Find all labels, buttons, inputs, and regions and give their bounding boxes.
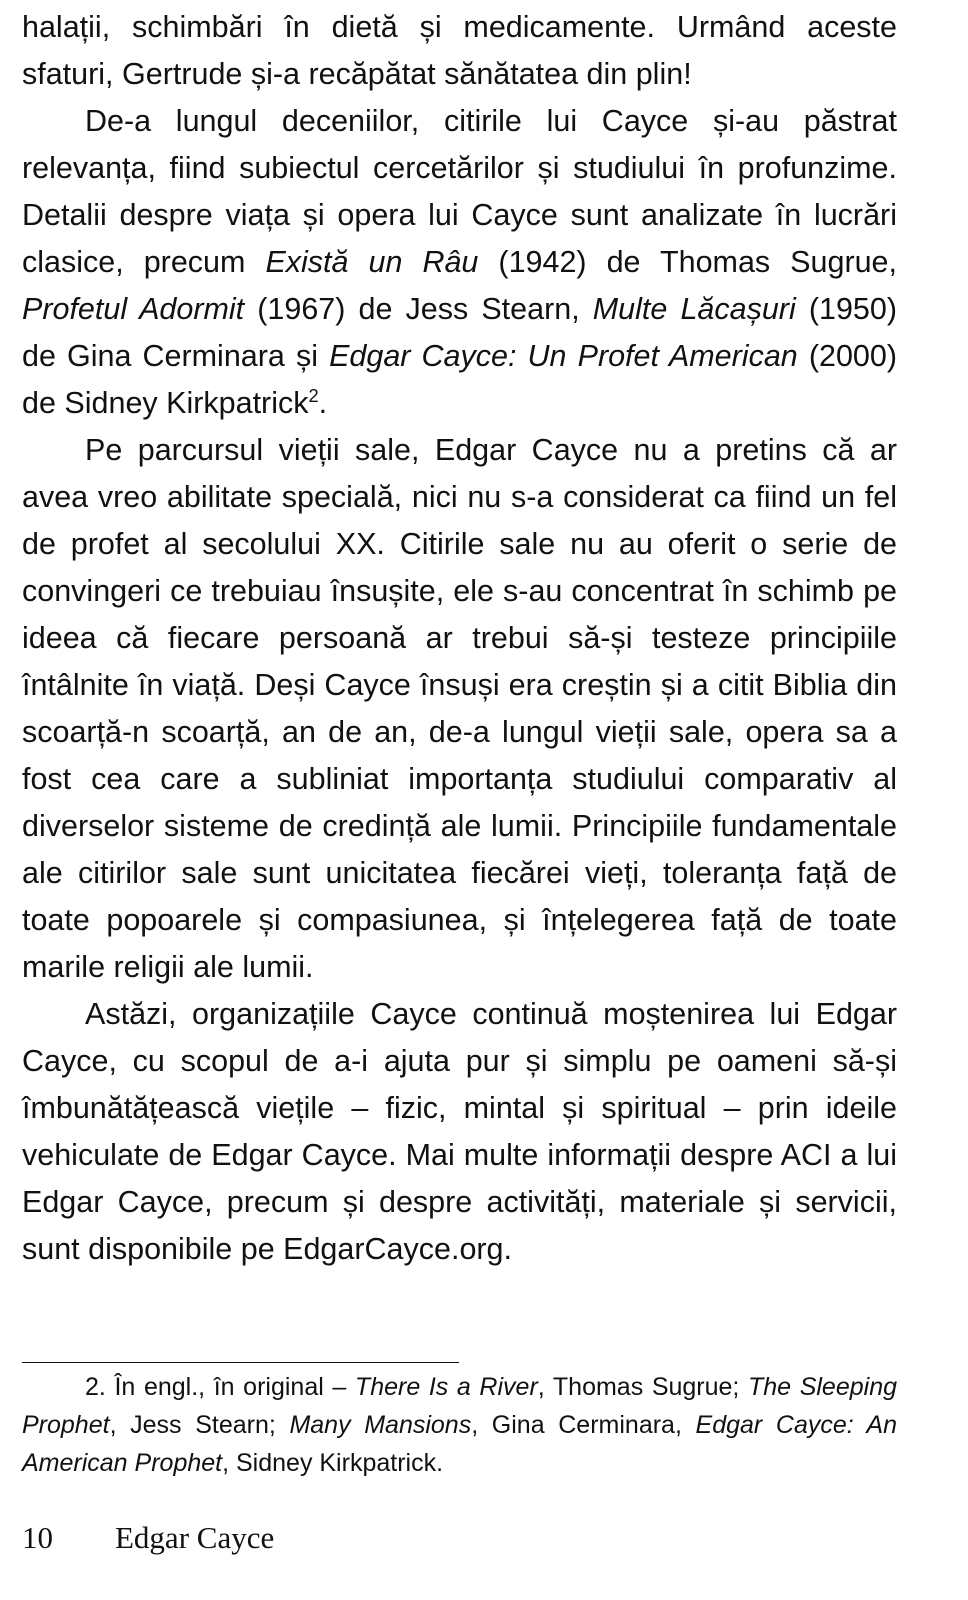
page-content: [22, 0, 897, 1273]
text-run: (1950) de Gina Cerminara și: [22, 292, 897, 373]
text-run: De-a lungul deceniilor, citirile lui Cayce și-au păstrat relevanța, fiind subiectul cercetărilor și studiului în profunzime. Detalii despre viața și opera lui Cayce sunt analizate în lucrări clasice, precum: [22, 104, 897, 279]
text-run: .: [318, 386, 328, 420]
page-footer: [22, 1514, 274, 1562]
footnote: [22, 1368, 897, 1482]
text-run: , Thomas Sugrue;: [537, 1373, 748, 1401]
text-run: (2000) de Sidney Kirkpatrick: [22, 339, 897, 420]
text-run: , Jess Stearn;: [109, 1411, 290, 1439]
paragraph-continuation: halații, schimbări în dietă și medicamente. Urmând aceste sfaturi, Gertrude și-a recăpătat sănătatea din plin!: [22, 10, 897, 91]
book-title: The Sleeping Prophet: [22, 1373, 897, 1439]
paragraph-life: Pe parcursul vieții sale, Edgar Cayce nu a pretins că ar avea vreo abilitate specială, nici nu s-a considerat ca fiind un fel de profet al secolului XX. Citirile sale nu au oferit o serie de convingeri ce trebuiau însușite, ele s-au concentrat în schimb pe ideea că fiecare persoană ar trebui să-și testeze principiile întâlnite în viață. Deși Cayce însuși era creștin și a citit Biblia din scoarță-n scoarță, an de an, de-a lungul vieții sale, opera sa a fost cea care a subliniat importanța studiului comparativ al diverselor sisteme de credință ale lumii. Principiile fundamentale ale citirilor sale sunt unicitatea fiecărei vieți, toleranța față de toate popoarele și compasiunea, și înțelegerea față de toate marile religii ale lumii.: [22, 433, 897, 984]
footnote-divider: [22, 1362, 459, 1363]
text-run: , Sidney Kirkpatrick.: [222, 1449, 444, 1477]
text-run: În engl., în original –: [105, 1373, 355, 1401]
paragraph-research: [22, 98, 897, 427]
book-title: There Is a River: [354, 1373, 538, 1401]
page-number: 10: [22, 1520, 53, 1555]
body-text: [22, 4, 897, 1273]
text-run: (1942) de Thomas Sugrue,: [478, 245, 897, 279]
book-title: Profetul Adormit: [22, 292, 245, 326]
text-run: , Gina Cerminara,: [471, 1411, 696, 1439]
paragraph-organizations: Astăzi, organizațiile Cayce continuă moștenirea lui Edgar Cayce, cu scopul de a-i ajuta pur și simplu pe oameni să-și îmbunătățească viețile – fizic, mintal și spiritual – prin ideile vehiculate de Edgar Cayce. Mai multe informații despre ACI a lui Edgar Cayce, precum și despre activități, materiale și servicii, sunt disponibile pe EdgarCayce.org.: [22, 997, 897, 1266]
book-title: Multe Lăcașuri: [592, 292, 796, 326]
book-title: Edgar Cayce: An American Prophet: [22, 1411, 897, 1477]
book-title: Edgar Cayce: Un Profet American: [329, 339, 798, 373]
text-run: (1967) de Jess Stearn,: [244, 292, 593, 326]
footnote-number: 2.: [85, 1373, 106, 1401]
running-title: Edgar Cayce: [115, 1520, 275, 1555]
footnote-reference[interactable]: 2: [308, 384, 319, 406]
book-title: Many Mansions: [289, 1411, 472, 1439]
book-title: Există un Râu: [265, 245, 479, 279]
